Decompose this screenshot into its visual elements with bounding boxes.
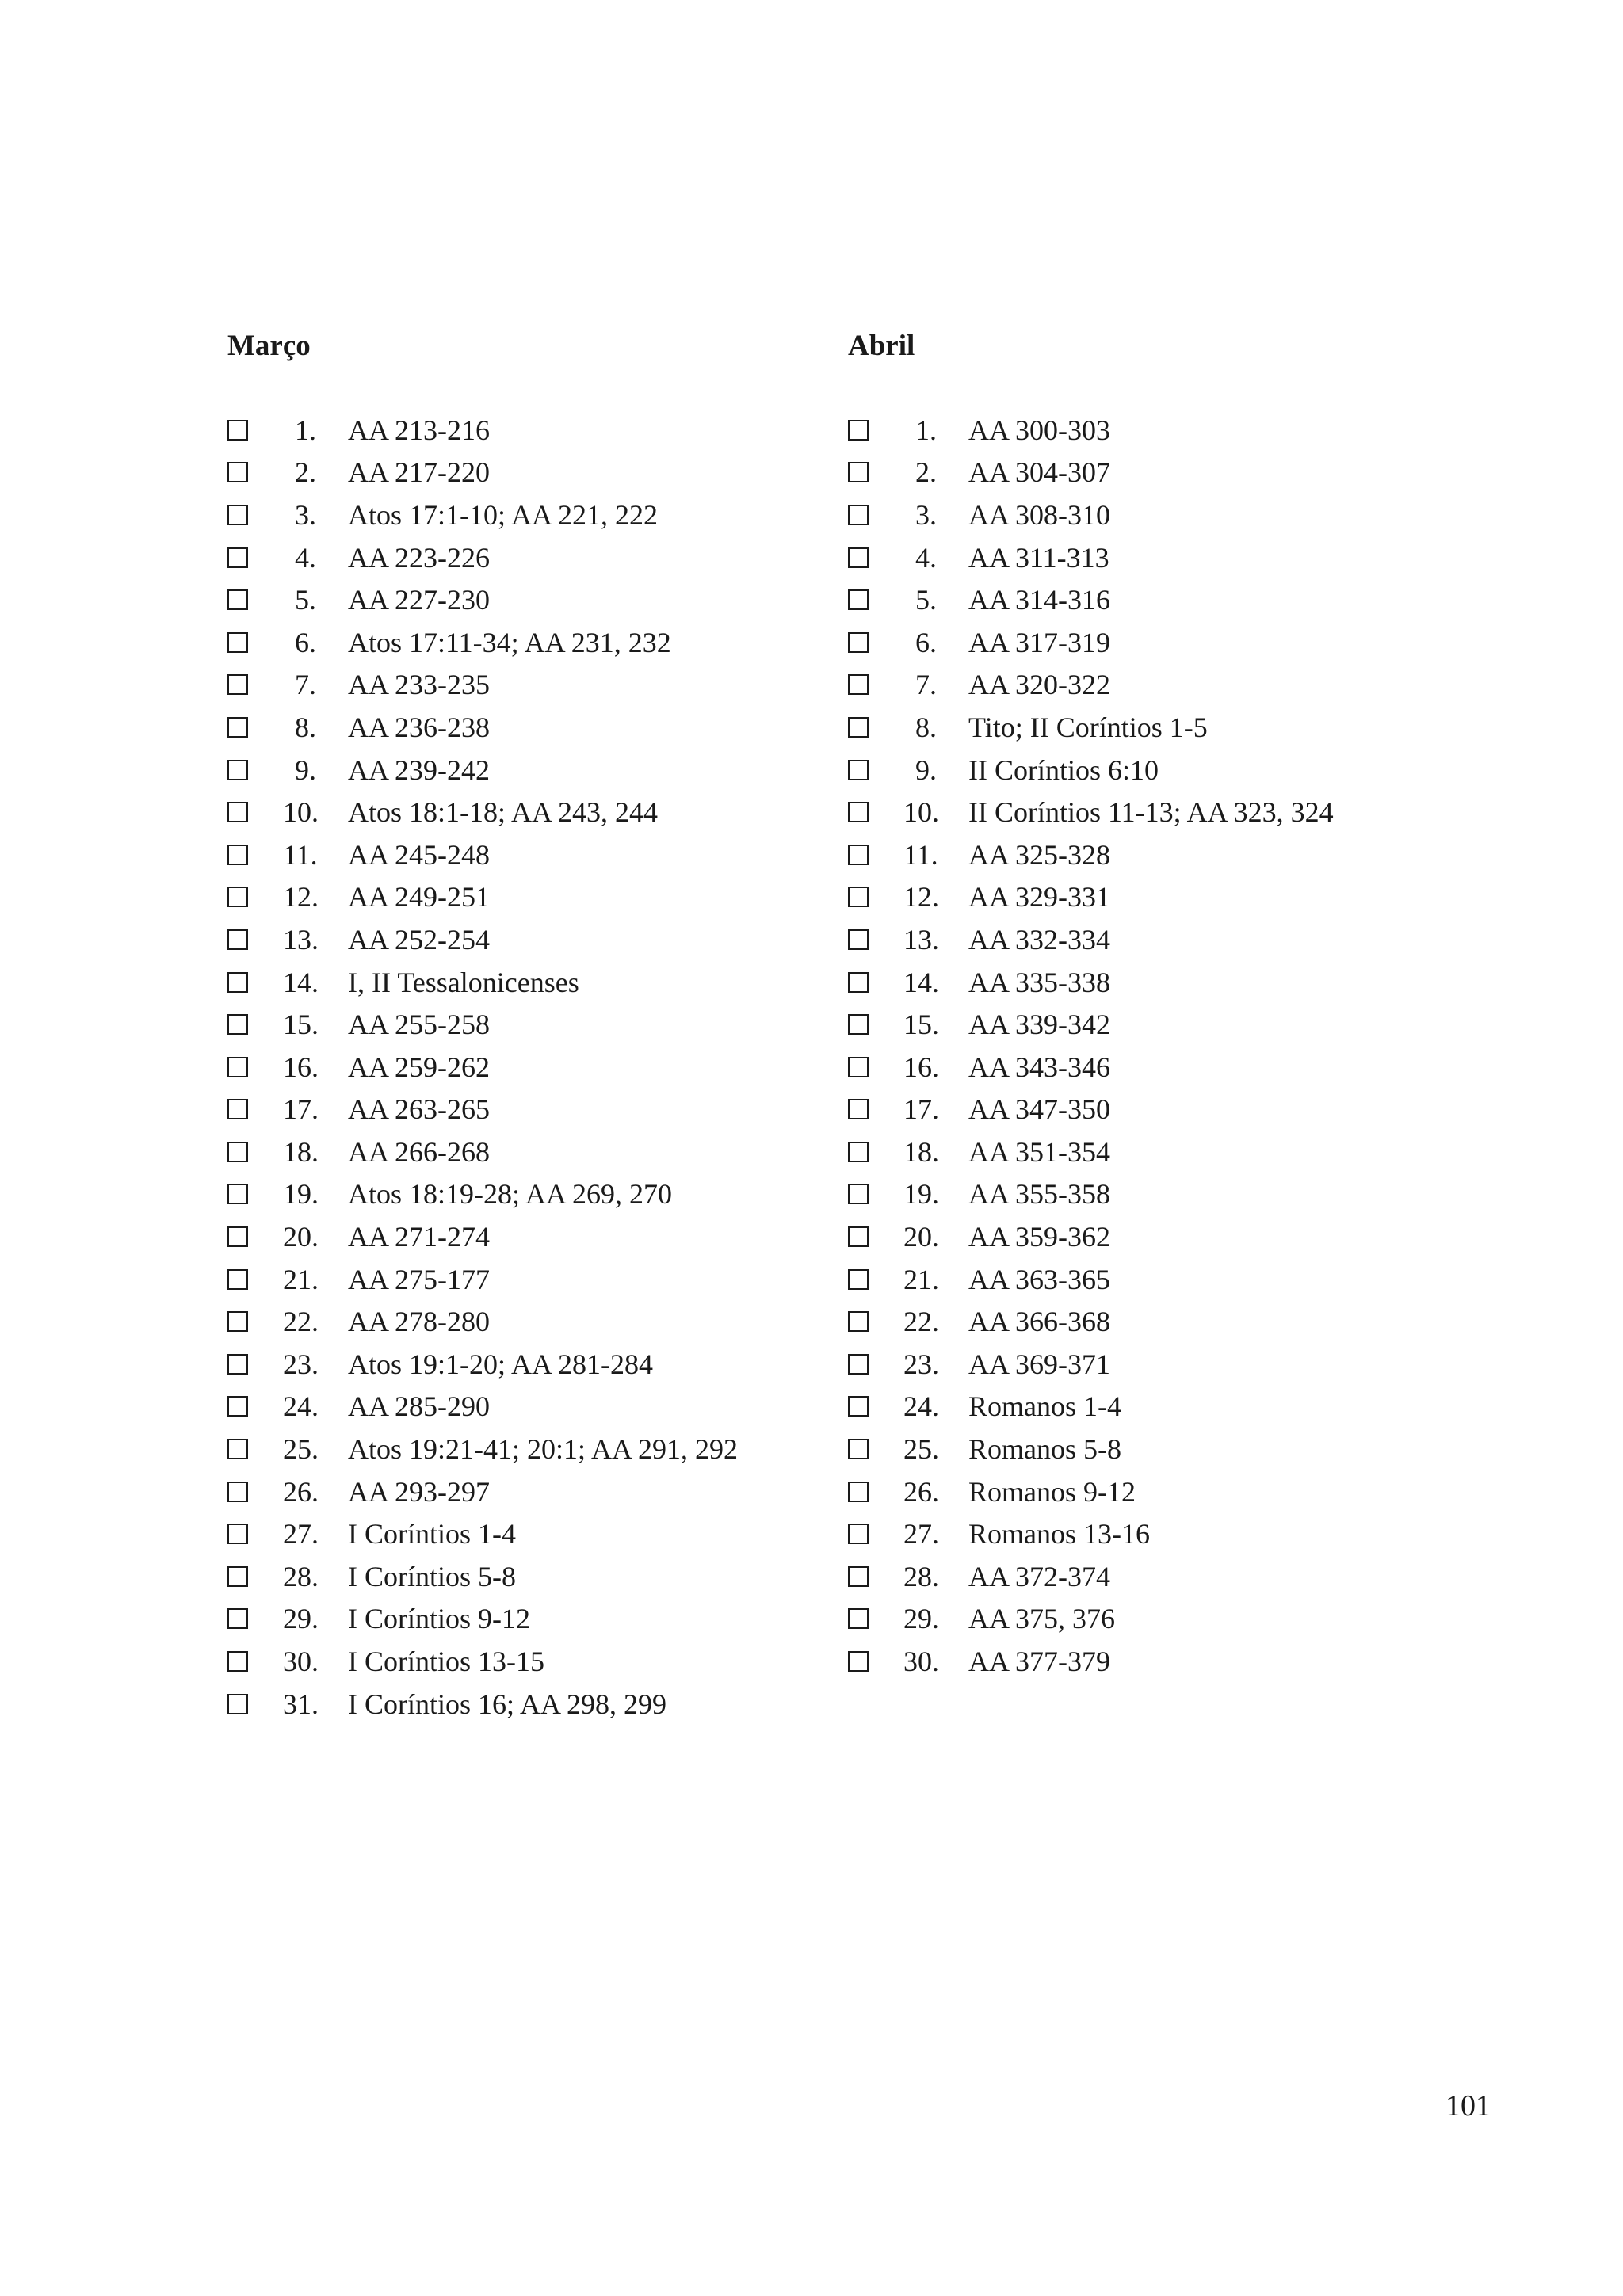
checkbox[interactable]: [848, 1608, 869, 1629]
day-number: 2.: [295, 456, 316, 489]
day-number: 9.: [295, 753, 316, 786]
checkbox[interactable]: [227, 1057, 248, 1077]
reading-item: [227, 621, 738, 664]
checkbox[interactable]: [227, 1396, 248, 1417]
day-number: 5.: [295, 584, 316, 616]
reading-text: AA 217-220: [348, 456, 490, 489]
checkbox[interactable]: [227, 420, 248, 441]
reading-item: [227, 1598, 738, 1641]
day-number: 22.: [283, 1306, 319, 1338]
day-number: 21.: [283, 1263, 319, 1295]
day-number: 20.: [283, 1221, 319, 1253]
checkbox[interactable]: [227, 1184, 248, 1204]
reading-text: Atos 18:1-18; AA 243, 244: [348, 796, 659, 829]
day-number: 15.: [903, 1009, 939, 1041]
reading-item: [227, 1512, 738, 1555]
reading-text: AA 308-310: [968, 498, 1110, 531]
reading-item: [227, 1173, 738, 1216]
day-number: 24.: [283, 1390, 319, 1423]
reading-text: AA 236-238: [348, 711, 490, 743]
day-number: 29.: [903, 1603, 939, 1635]
month-title-marco: Março: [227, 330, 311, 362]
day-number: 3.: [915, 498, 937, 531]
checkbox[interactable]: [848, 420, 869, 441]
reading-item: [848, 1300, 1334, 1343]
checkbox[interactable]: [848, 717, 869, 738]
reading-item: [227, 494, 738, 536]
day-number: 12.: [903, 881, 939, 913]
checkbox[interactable]: [848, 1524, 869, 1544]
checkbox[interactable]: [227, 1311, 248, 1332]
checkbox[interactable]: [848, 632, 869, 653]
day-number: 22.: [903, 1306, 939, 1338]
reading-text: AA 363-365: [968, 1263, 1110, 1295]
reading-text: II Coríntios 11-13; AA 323, 324: [968, 796, 1334, 829]
checkbox[interactable]: [227, 717, 248, 738]
reading-text: AA 233-235: [348, 669, 490, 701]
reading-text: II Coríntios 6:10: [968, 753, 1159, 786]
reading-item: [227, 1215, 738, 1258]
checkbox[interactable]: [227, 1439, 248, 1459]
reading-text: AA 317-319: [968, 626, 1110, 658]
reading-text: Romanos 13-16: [968, 1518, 1150, 1550]
reading-text: AA 271-274: [348, 1221, 490, 1253]
reading-text: AA 369-371: [968, 1348, 1110, 1380]
reading-text: AA 223-226: [348, 541, 490, 574]
reading-item: [227, 1470, 738, 1513]
reading-item: [227, 664, 738, 707]
day-number: 31.: [283, 1688, 319, 1720]
day-number: 30.: [903, 1646, 939, 1678]
checkbox[interactable]: [848, 845, 869, 865]
reading-item: [848, 1089, 1334, 1131]
reading-text: AA 213-216: [348, 414, 490, 446]
checkbox[interactable]: [848, 1396, 869, 1417]
day-number: 11.: [903, 838, 938, 871]
reading-item: [848, 1215, 1334, 1258]
page-number: 101: [1445, 2089, 1491, 2122]
day-number: 20.: [903, 1221, 939, 1253]
day-number: 21.: [903, 1263, 939, 1295]
day-number: 17.: [283, 1093, 319, 1126]
march-column: [227, 325, 738, 1725]
checkbox[interactable]: [848, 1184, 869, 1204]
day-number: 16.: [283, 1051, 319, 1083]
reading-item: [848, 1386, 1334, 1428]
reading-text: AA 304-307: [968, 456, 1110, 489]
day-number: 28.: [283, 1560, 319, 1592]
reading-item: [848, 621, 1334, 664]
checkbox[interactable]: [227, 674, 248, 695]
checkbox[interactable]: [227, 462, 248, 482]
day-number: 26.: [903, 1475, 939, 1508]
month-title-abril: Abril: [848, 330, 915, 362]
reading-text: AA 329-331: [968, 881, 1110, 913]
reading-item: [848, 876, 1334, 919]
april-column: [848, 325, 1334, 1683]
checkbox[interactable]: [227, 1142, 248, 1162]
day-number: 29.: [283, 1603, 319, 1635]
reading-text: AA 245-248: [348, 838, 490, 871]
checkbox[interactable]: [227, 1566, 248, 1587]
day-number: 2.: [915, 456, 937, 489]
reading-text: I Coríntios 1-4: [348, 1518, 516, 1550]
day-number: 12.: [283, 881, 319, 913]
day-number: 25.: [903, 1433, 939, 1466]
checkbox[interactable]: [227, 589, 248, 610]
reading-text: I Coríntios 5-8: [348, 1560, 516, 1592]
reading-item: [227, 452, 738, 494]
reading-item: [227, 961, 738, 1004]
reading-text: AA 293-297: [348, 1475, 490, 1508]
day-number: 27.: [283, 1518, 319, 1550]
reading-item: [848, 1428, 1334, 1470]
day-number: 16.: [903, 1051, 939, 1083]
reading-item: [227, 918, 738, 961]
reading-text: AA 377-379: [968, 1646, 1110, 1678]
reading-text: AA 266-268: [348, 1135, 490, 1168]
reading-text: Atos 19:21-41; 20:1; AA 291, 292: [348, 1433, 739, 1466]
day-number: 9.: [915, 753, 937, 786]
reading-item: [227, 1343, 738, 1386]
day-number: 26.: [283, 1475, 319, 1508]
reading-item: [227, 1300, 738, 1343]
checkbox[interactable]: [227, 929, 248, 950]
checkbox[interactable]: [227, 505, 248, 525]
checkbox[interactable]: [848, 760, 869, 780]
reading-item: [227, 1683, 738, 1726]
reading-item: [848, 1555, 1334, 1598]
reading-item: [227, 1131, 738, 1173]
day-number: 7.: [295, 669, 316, 701]
reading-item: [227, 706, 738, 749]
reading-text: AA 227-230: [348, 584, 490, 616]
day-number: 14.: [903, 966, 939, 998]
checkbox[interactable]: [227, 1354, 248, 1375]
checkbox[interactable]: [848, 674, 869, 695]
day-number: 1.: [915, 414, 937, 446]
reading-text: AA 249-251: [348, 881, 490, 913]
reading-item: [227, 791, 738, 833]
reading-text: AA 255-258: [348, 1009, 490, 1041]
checkbox[interactable]: [848, 802, 869, 822]
reading-item: [848, 1343, 1334, 1386]
checkbox[interactable]: [848, 1311, 869, 1332]
reading-item: [227, 833, 738, 876]
checkbox[interactable]: [227, 760, 248, 780]
reading-item: [227, 409, 738, 452]
reading-text: Romanos 1-4: [968, 1390, 1121, 1423]
reading-item: [848, 791, 1334, 833]
reading-item: [227, 1386, 738, 1428]
day-number: 24.: [903, 1390, 939, 1423]
reading-item: [848, 1640, 1334, 1683]
checkbox[interactable]: [227, 1524, 248, 1544]
reading-text: AA 314-316: [968, 584, 1110, 616]
day-number: 4.: [295, 541, 316, 574]
reading-item: [848, 833, 1334, 876]
reading-item: [227, 1003, 738, 1046]
checkbox[interactable]: [848, 505, 869, 525]
reading-item: [848, 706, 1334, 749]
reading-text: AA 347-350: [968, 1093, 1110, 1126]
day-number: 10.: [283, 796, 319, 829]
day-number: 19.: [283, 1178, 319, 1211]
reading-text: AA 311-313: [968, 541, 1109, 574]
day-number: 23.: [283, 1348, 319, 1380]
day-number: 17.: [903, 1093, 939, 1126]
day-number: 23.: [903, 1348, 939, 1380]
reading-item: [227, 1555, 738, 1598]
reading-item: [227, 1428, 738, 1470]
reading-text: Atos 19:1-20; AA 281-284: [348, 1348, 654, 1380]
reading-text: AA 375, 376: [968, 1603, 1116, 1635]
reading-text: I Coríntios 9-12: [348, 1603, 530, 1635]
day-number: 28.: [903, 1560, 939, 1592]
reading-text: AA 285-290: [348, 1390, 490, 1423]
reading-item: [848, 1258, 1334, 1301]
reading-item: [848, 452, 1334, 494]
day-number: 25.: [283, 1433, 319, 1466]
checkbox[interactable]: [227, 972, 248, 993]
reading-item: [848, 578, 1334, 621]
reading-text: AA 263-265: [348, 1093, 490, 1126]
checkbox[interactable]: [227, 1099, 248, 1119]
reading-item: [848, 494, 1334, 536]
checkbox[interactable]: [848, 589, 869, 610]
reading-item: [848, 1598, 1334, 1641]
reading-text: AA 343-346: [968, 1051, 1110, 1083]
checkbox[interactable]: [848, 1566, 869, 1587]
checkbox[interactable]: [848, 1651, 869, 1672]
reading-text: Romanos 5-8: [968, 1433, 1121, 1466]
reading-item: [848, 1003, 1334, 1046]
day-number: 14.: [283, 966, 319, 998]
checkbox[interactable]: [848, 1269, 869, 1290]
reading-text: AA 275-177: [348, 1263, 490, 1295]
reading-text: AA 239-242: [348, 753, 490, 786]
reading-text: AA 252-254: [348, 923, 490, 955]
reading-item: [848, 749, 1334, 791]
checkbox[interactable]: [848, 462, 869, 482]
reading-item: [227, 876, 738, 919]
checkbox[interactable]: [848, 1354, 869, 1375]
checkbox[interactable]: [848, 1482, 869, 1502]
checkbox[interactable]: [848, 1142, 869, 1162]
reading-text: AA 366-368: [968, 1306, 1110, 1338]
day-number: 7.: [915, 669, 937, 701]
reading-text: Atos 18:19-28; AA 269, 270: [348, 1178, 673, 1211]
checkbox[interactable]: [848, 1014, 869, 1035]
checkbox[interactable]: [227, 1269, 248, 1290]
reading-item: [848, 1512, 1334, 1555]
checkbox[interactable]: [848, 547, 869, 568]
reading-text: AA 259-262: [348, 1051, 490, 1083]
day-number: 18.: [903, 1135, 939, 1168]
day-number: 13.: [903, 923, 939, 955]
reading-text: AA 372-374: [968, 1560, 1110, 1592]
checkbox[interactable]: [848, 887, 869, 907]
day-number: 27.: [903, 1518, 939, 1550]
checkbox[interactable]: [227, 1651, 248, 1672]
reading-text: I Coríntios 13-15: [348, 1646, 544, 1678]
reading-list-abril: [848, 409, 1334, 1683]
reading-item: [227, 1046, 738, 1089]
day-number: 11.: [283, 838, 318, 871]
reading-item: [227, 1258, 738, 1301]
reading-text: AA 351-354: [968, 1135, 1110, 1168]
day-number: 1.: [295, 414, 316, 446]
reading-text: Romanos 9-12: [968, 1475, 1136, 1508]
reading-item: [227, 1640, 738, 1683]
checkbox[interactable]: [227, 1014, 248, 1035]
checkbox[interactable]: [227, 1608, 248, 1629]
reading-text: I, II Tessalonicenses: [348, 966, 579, 998]
day-number: 3.: [295, 498, 316, 531]
day-number: 13.: [283, 923, 319, 955]
reading-item: [848, 1131, 1334, 1173]
reading-item: [848, 1470, 1334, 1513]
checkbox[interactable]: [848, 972, 869, 993]
reading-item: [227, 1089, 738, 1131]
checkbox[interactable]: [848, 1439, 869, 1459]
checkbox[interactable]: [227, 845, 248, 865]
day-number: 6.: [915, 626, 937, 658]
reading-item: [227, 536, 738, 579]
day-number: 6.: [295, 626, 316, 658]
reading-text: Tito; II Coríntios 1-5: [968, 711, 1208, 743]
reading-item: [848, 409, 1334, 452]
reading-text: AA 320-322: [968, 669, 1110, 701]
reading-item: [848, 918, 1334, 961]
checkbox[interactable]: [227, 632, 248, 653]
day-number: 8.: [295, 711, 316, 743]
reading-text: AA 339-342: [968, 1009, 1110, 1041]
checkbox[interactable]: [227, 1226, 248, 1247]
checkbox[interactable]: [227, 802, 248, 822]
reading-text: I Coríntios 16; AA 298, 299: [348, 1688, 667, 1720]
reading-text: AA 278-280: [348, 1306, 490, 1338]
checkbox[interactable]: [848, 929, 869, 950]
reading-text: AA 325-328: [968, 838, 1110, 871]
reading-text: Atos 17:11-34; AA 231, 232: [348, 626, 671, 658]
day-number: 18.: [283, 1135, 319, 1168]
reading-text: AA 359-362: [968, 1221, 1110, 1253]
checkbox[interactable]: [227, 547, 248, 568]
reading-item: [848, 1046, 1334, 1089]
checkbox[interactable]: [227, 1482, 248, 1502]
checkbox[interactable]: [227, 887, 248, 907]
reading-item: [848, 664, 1334, 707]
day-number: 30.: [283, 1646, 319, 1678]
reading-text: AA 335-338: [968, 966, 1110, 998]
reading-item: [227, 749, 738, 791]
reading-item: [848, 961, 1334, 1004]
day-number: 4.: [915, 541, 937, 574]
reading-list-marco: [227, 409, 738, 1725]
checkbox[interactable]: [848, 1099, 869, 1119]
reading-text: AA 332-334: [968, 923, 1110, 955]
reading-item: [848, 536, 1334, 579]
day-number: 10.: [903, 796, 939, 829]
checkbox[interactable]: [848, 1057, 869, 1077]
day-number: 15.: [283, 1009, 319, 1041]
reading-item: [227, 578, 738, 621]
reading-text: Atos 17:1-10; AA 221, 222: [348, 498, 659, 531]
day-number: 5.: [915, 584, 937, 616]
reading-item: [848, 1173, 1334, 1216]
reading-text: AA 355-358: [968, 1178, 1110, 1211]
day-number: 19.: [903, 1178, 939, 1211]
day-number: 8.: [915, 711, 937, 743]
checkbox[interactable]: [848, 1226, 869, 1247]
checkbox[interactable]: [227, 1694, 248, 1714]
reading-text: AA 300-303: [968, 414, 1110, 446]
